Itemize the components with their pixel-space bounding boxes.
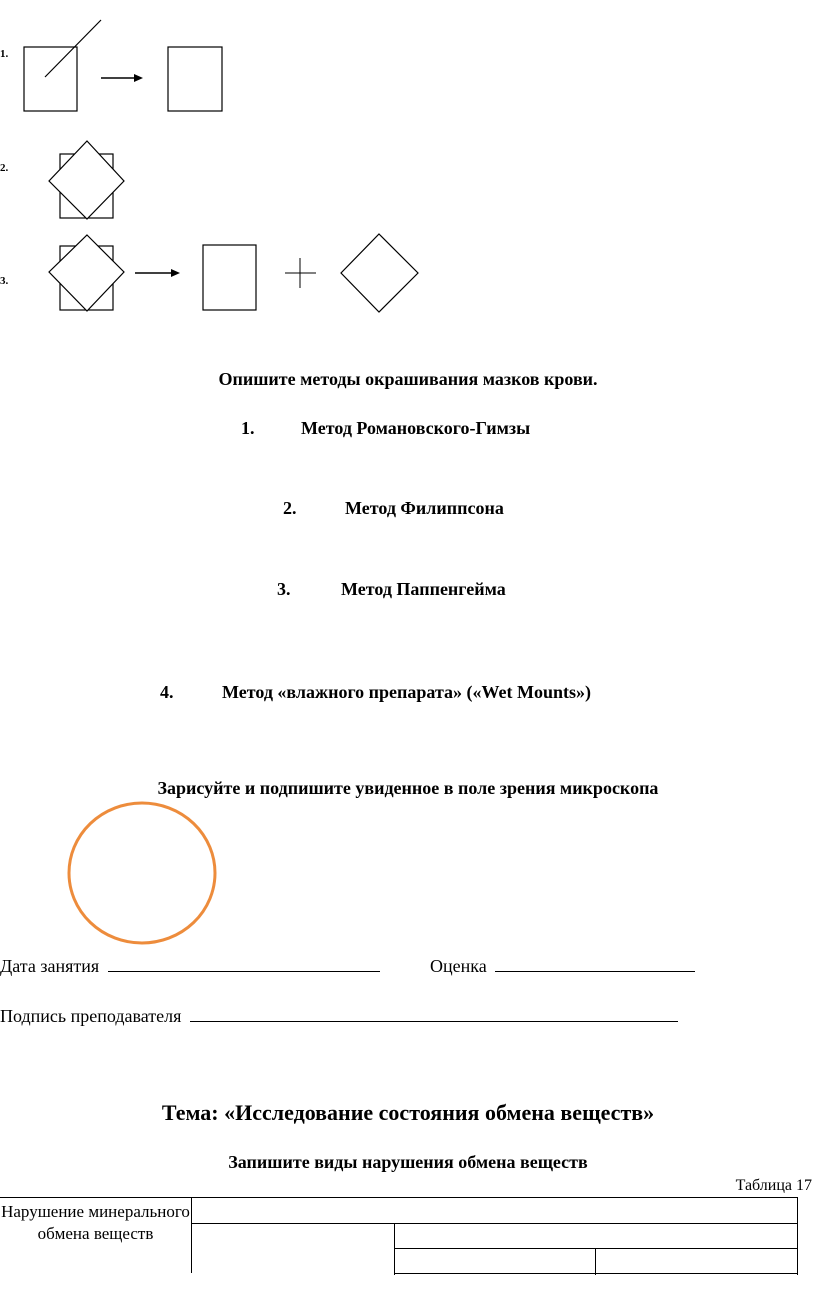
row3-number: 3. [0, 275, 9, 287]
grade-field-row [430, 956, 695, 977]
signature-input-line[interactable] [190, 1006, 678, 1022]
row1-cut-line [45, 20, 101, 77]
table-right-border [797, 1197, 798, 1275]
topic-title: Тема: «Исследование состояния обмена веществ» [161, 1100, 655, 1125]
method-3-name: Метод Паппенгейма [341, 579, 506, 599]
date-field-row [0, 956, 380, 977]
signature-label: Подпись преподавателя [0, 1006, 182, 1026]
method-1-name: Метод Романовского-Гимзы [301, 418, 531, 438]
topic-subtitle: Запишите виды нарушения обмена веществ [228, 1152, 588, 1172]
metabolism-table [0, 1197, 798, 1275]
table-top-border [0, 1197, 798, 1198]
row3-result-diamond [341, 234, 418, 312]
row1-result-square [168, 47, 222, 111]
microscope-field-circle [60, 796, 230, 956]
table-row-divider-1 [191, 1223, 798, 1224]
table-caption: Таблица 17 [735, 1177, 812, 1194]
method-1-number: 1. [241, 418, 255, 438]
method-2-name: Метод Филиппсона [345, 498, 504, 518]
row3-result-square [203, 245, 256, 310]
table-subcol-divider-2 [595, 1248, 596, 1275]
row1-number: 1. [0, 48, 9, 60]
signature-field-row [0, 1006, 678, 1027]
table-row-label: Нарушение минерального обмена веществ [1, 1202, 190, 1243]
method-4-number: 4. [160, 682, 174, 702]
row1-square [24, 47, 77, 111]
method-2-number: 2. [283, 498, 297, 518]
date-label: Дата занятия [0, 956, 100, 976]
row2-number: 2. [0, 162, 9, 174]
table-col-divider [191, 1197, 192, 1273]
row3-arrowhead [171, 269, 180, 277]
grade-label: Оценка [430, 956, 487, 976]
section1-title: Опишите методы окрашивания мазков крови. [218, 369, 598, 389]
table-row-divider-2 [394, 1248, 798, 1249]
date-input-line[interactable] [108, 956, 380, 972]
section2-title: Зарисуйте и подпишите увиденное в поле зрения микроскопа [157, 778, 659, 798]
grade-input-line[interactable] [495, 956, 695, 972]
row1-arrowhead [134, 74, 143, 82]
method-4-name: Метод «влажного препарата» («Wet Mounts») [222, 682, 591, 702]
square-operations-diagram [0, 0, 816, 330]
table-bottom-border [394, 1273, 798, 1274]
method-3-number: 3. [277, 579, 291, 599]
table-subcol-divider-1 [394, 1223, 395, 1275]
